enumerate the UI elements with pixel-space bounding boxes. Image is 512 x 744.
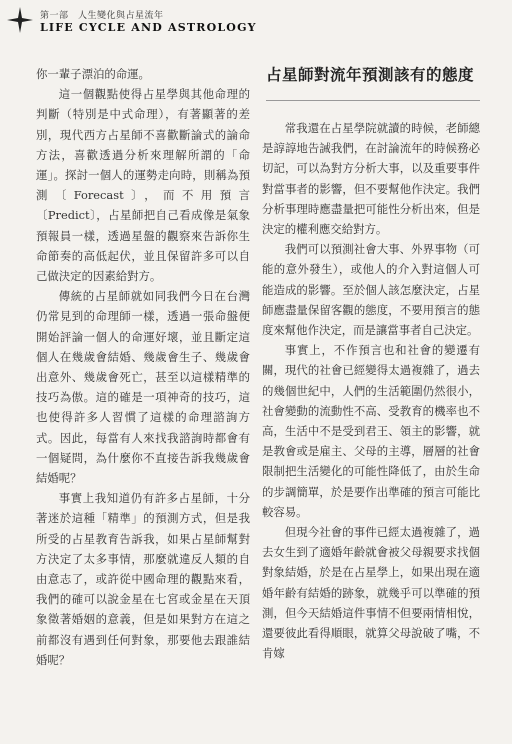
right-paragraph-3: 事實上，不作預言也和社會的變遷有關，現代的社會已經變得太過複雜了，過去的幾個世紀中，人們的生活範圍仍然很小，社會變動的流動性不高、受教育的機率也不高，生活中不是受到君王、領主的影響，就是教會或是雇主、父母的主導，層層的社會限制把生活變化的可能性降低了，由於生命的步調簡單，於是要作出準確的預言可能比較容易。 <box>262 343 480 519</box>
right-paragraph-1: 常我還在占星學院就讀的時候，老師總是諄諄地告誡我們，在討論流年的時候務必切記，可以為對方分析大事，以及重要事件對當事者的影響，但不要幫他作決定。我們分析事理時應盡量把可能性分析出來，但是決定的權利應交給對方。 <box>262 121 480 237</box>
right-column <box>262 118 480 663</box>
page-header <box>0 0 512 44</box>
star-icon <box>7 7 33 33</box>
left-paragraph-1: 你一輩子漂泊的命運。 <box>36 67 150 81</box>
left-paragraph-2: 這一個觀點使得占星學與其他命理的判斷（特別是中式命理），有著顯著的差別，現代西方占星師不喜歡斷論式的論命方法，喜歡透過分析來理解所謂的「命運」。探討一個人的運勢走向時，則稱為預測〔Forecast〕，而不用預言〔Predict〕，占星師把自己看成像是氣象預報員一樣，透過星盤的觀察來告訴你生命節奏的高低起伏，並且保留許多可以自己做決定的因素給對方。 <box>36 87 250 284</box>
right-paragraph-4: 但現今社會的事件已經太過複雜了，過去女生到了適婚年齡就會被父母親要求找個對象結婚，於是在占星學上，如果出現在適婚年齡有結婚的跡象，就幾乎可以準確的預測，但今天結婚這件事情不但要兩情相悅，還要彼此看得順眼，就算父母說破了嘴，不肯嫁 <box>262 525 480 661</box>
left-column <box>36 64 250 670</box>
right-paragraph-2: 我們可以預測社會大事、外界事物（可能的意外發生），或他人的介入對這個人可能造成的影響。至於個人該怎麼決定，占星師應盡量保留客觀的態度，不要用預言的態度來幫他作決定，而是讓當事者自己決定。 <box>262 242 480 338</box>
left-paragraph-4: 事實上我知道仍有許多占星師，十分著迷於這種「精準」的預測方式，但是我所受的占星教育告訴我，如果占星師幫對方決定了太多事情，那麼就違反人類的自由意志了，或許從中國命理的觀點來看，我們的確可以說金星在七宮或金星在天頂象徵著婚姻的意義，但是如果對方在這之前都沒有遇到任何對象，那要他去跟誰結婚呢？ <box>36 491 250 667</box>
heading-divider <box>266 100 480 101</box>
section-heading: 占星師對流年預測該有的態度 <box>266 65 475 84</box>
left-paragraph-3: 傳統的占星師就如同我們今日在台灣仍常見到的命理師一樣，透過一張命盤便開始評論一個人的命運好壞，並且斷定這個人在幾歲會結婚、幾歲會生子、幾歲會出意外、幾歲會死亡，甚至以這樣精準的技巧為傲。這的確是一項神奇的技巧，這也使得許多人習慣了這樣的命理諮詢方式。因此，每當有人來找我諮詢時都會有一個疑問，為什麼你不直接告訴我幾歲會結婚呢？ <box>36 289 250 486</box>
section-title: LIFE CYCLE AND ASTROLOGY <box>40 21 257 34</box>
chapter-label: 第一部 人生變化與占星流年 <box>40 11 164 21</box>
